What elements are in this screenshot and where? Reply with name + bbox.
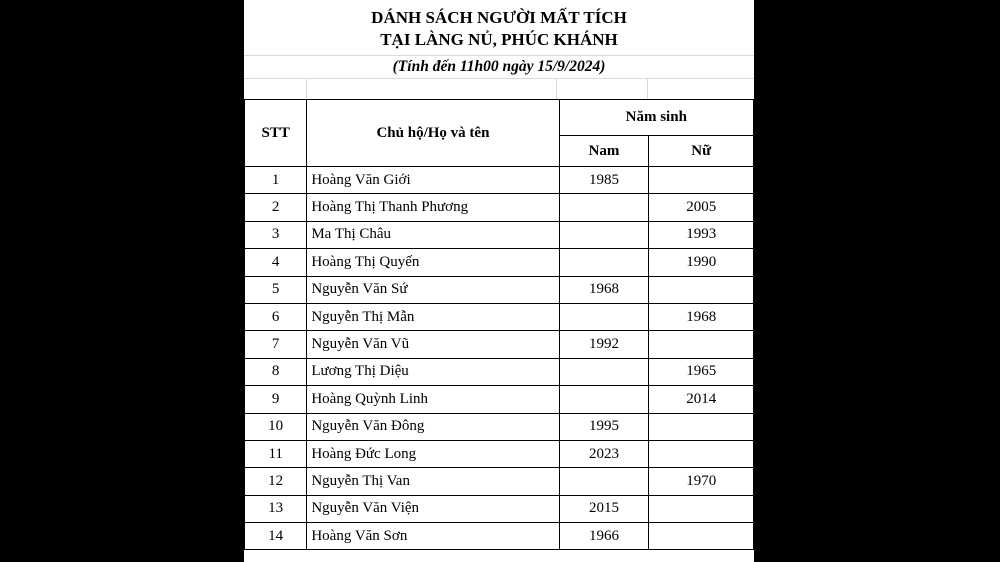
table-row — [245, 331, 754, 358]
row-name: Hoàng Đức Long — [307, 440, 559, 467]
row-stt: 3 — [245, 221, 307, 248]
row-male-year: 2023 — [559, 440, 649, 467]
row-stt: 10 — [245, 413, 307, 440]
row-stt: 14 — [245, 523, 307, 550]
document-title-line2: TẠI LÀNG NỦ, PHÚC KHÁNH — [380, 30, 618, 49]
row-male-year: 1968 — [559, 276, 649, 303]
row-female-year: 1993 — [649, 221, 754, 248]
row-male-year — [559, 358, 649, 385]
row-female-year: 2014 — [649, 386, 754, 413]
header-birth-year: Năm sinh — [559, 100, 753, 136]
row-female-year — [649, 495, 754, 522]
document-subtitle: (Tính đến 11h00 ngày 15/9/2024) — [392, 58, 606, 75]
row-name: Nguyễn Thị Van — [307, 468, 559, 495]
row-stt: 8 — [245, 358, 307, 385]
row-name: Ma Thị Châu — [307, 221, 559, 248]
table-row — [245, 358, 754, 385]
row-male-year — [559, 303, 649, 330]
table-row — [245, 276, 754, 303]
table-row — [245, 221, 754, 248]
row-stt: 12 — [245, 468, 307, 495]
table-row — [245, 413, 754, 440]
row-name: Nguyễn Văn Sứ — [307, 276, 559, 303]
row-stt: 4 — [245, 249, 307, 276]
table-row — [245, 440, 754, 467]
grid-line — [556, 78, 557, 100]
row-stt: 11 — [245, 440, 307, 467]
document-sheet — [244, 0, 754, 562]
row-female-year: 1970 — [649, 468, 754, 495]
row-female-year — [649, 331, 754, 358]
header-female: Nữ — [649, 136, 754, 167]
table-row — [245, 303, 754, 330]
row-male-year: 2015 — [559, 495, 649, 522]
row-stt: 13 — [245, 495, 307, 522]
table-row — [245, 495, 754, 522]
row-female-year — [649, 440, 754, 467]
row-stt: 1 — [245, 167, 307, 194]
row-female-year: 1965 — [649, 358, 754, 385]
table-row — [245, 386, 754, 413]
row-stt: 6 — [245, 303, 307, 330]
grid-line — [306, 78, 307, 100]
row-male-year — [559, 386, 649, 413]
row-female-year — [649, 276, 754, 303]
row-male-year: 1992 — [559, 331, 649, 358]
grid-line — [647, 78, 648, 100]
table-row — [245, 523, 754, 550]
row-male-year: 1985 — [559, 167, 649, 194]
table-row — [245, 249, 754, 276]
document-title-line1: DÁNH SÁCH NGƯỜI MẤT TÍCH — [371, 8, 627, 27]
table-row — [245, 194, 754, 221]
row-name: Nguyễn Văn Đông — [307, 413, 559, 440]
row-name: Hoàng Thị Quyến — [307, 249, 559, 276]
row-female-year — [649, 523, 754, 550]
row-name: Nguyễn Văn Viện — [307, 495, 559, 522]
row-male-year — [559, 194, 649, 221]
row-name: Nguyễn Văn Vũ — [307, 331, 559, 358]
row-male-year — [559, 221, 649, 248]
row-male-year — [559, 249, 649, 276]
row-name: Lương Thị Diệu — [307, 358, 559, 385]
header-male: Nam — [559, 136, 649, 167]
row-female-year: 1990 — [649, 249, 754, 276]
row-male-year: 1995 — [559, 413, 649, 440]
row-male-year: 1966 — [559, 523, 649, 550]
header-name: Chủ hộ/Họ và tên — [307, 100, 559, 167]
header-stt: STT — [245, 100, 307, 167]
row-stt: 7 — [245, 331, 307, 358]
row-name: Hoàng Văn Giới — [307, 167, 559, 194]
table-row — [245, 167, 754, 194]
row-female-year: 1968 — [649, 303, 754, 330]
grid-line — [244, 55, 754, 56]
table-body — [245, 167, 754, 550]
row-stt: 2 — [245, 194, 307, 221]
row-female-year: 2005 — [649, 194, 754, 221]
row-female-year — [649, 167, 754, 194]
table-row — [245, 468, 754, 495]
row-name: Hoàng Văn Sơn — [307, 523, 559, 550]
row-stt: 5 — [245, 276, 307, 303]
row-name: Nguyễn Thị Mẫn — [307, 303, 559, 330]
grid-line — [244, 78, 754, 79]
row-male-year — [559, 468, 649, 495]
row-name: Hoàng Quỳnh Linh — [307, 386, 559, 413]
row-name: Hoàng Thị Thanh Phương — [307, 194, 559, 221]
row-stt: 9 — [245, 386, 307, 413]
missing-persons-table — [244, 99, 754, 550]
row-female-year — [649, 413, 754, 440]
